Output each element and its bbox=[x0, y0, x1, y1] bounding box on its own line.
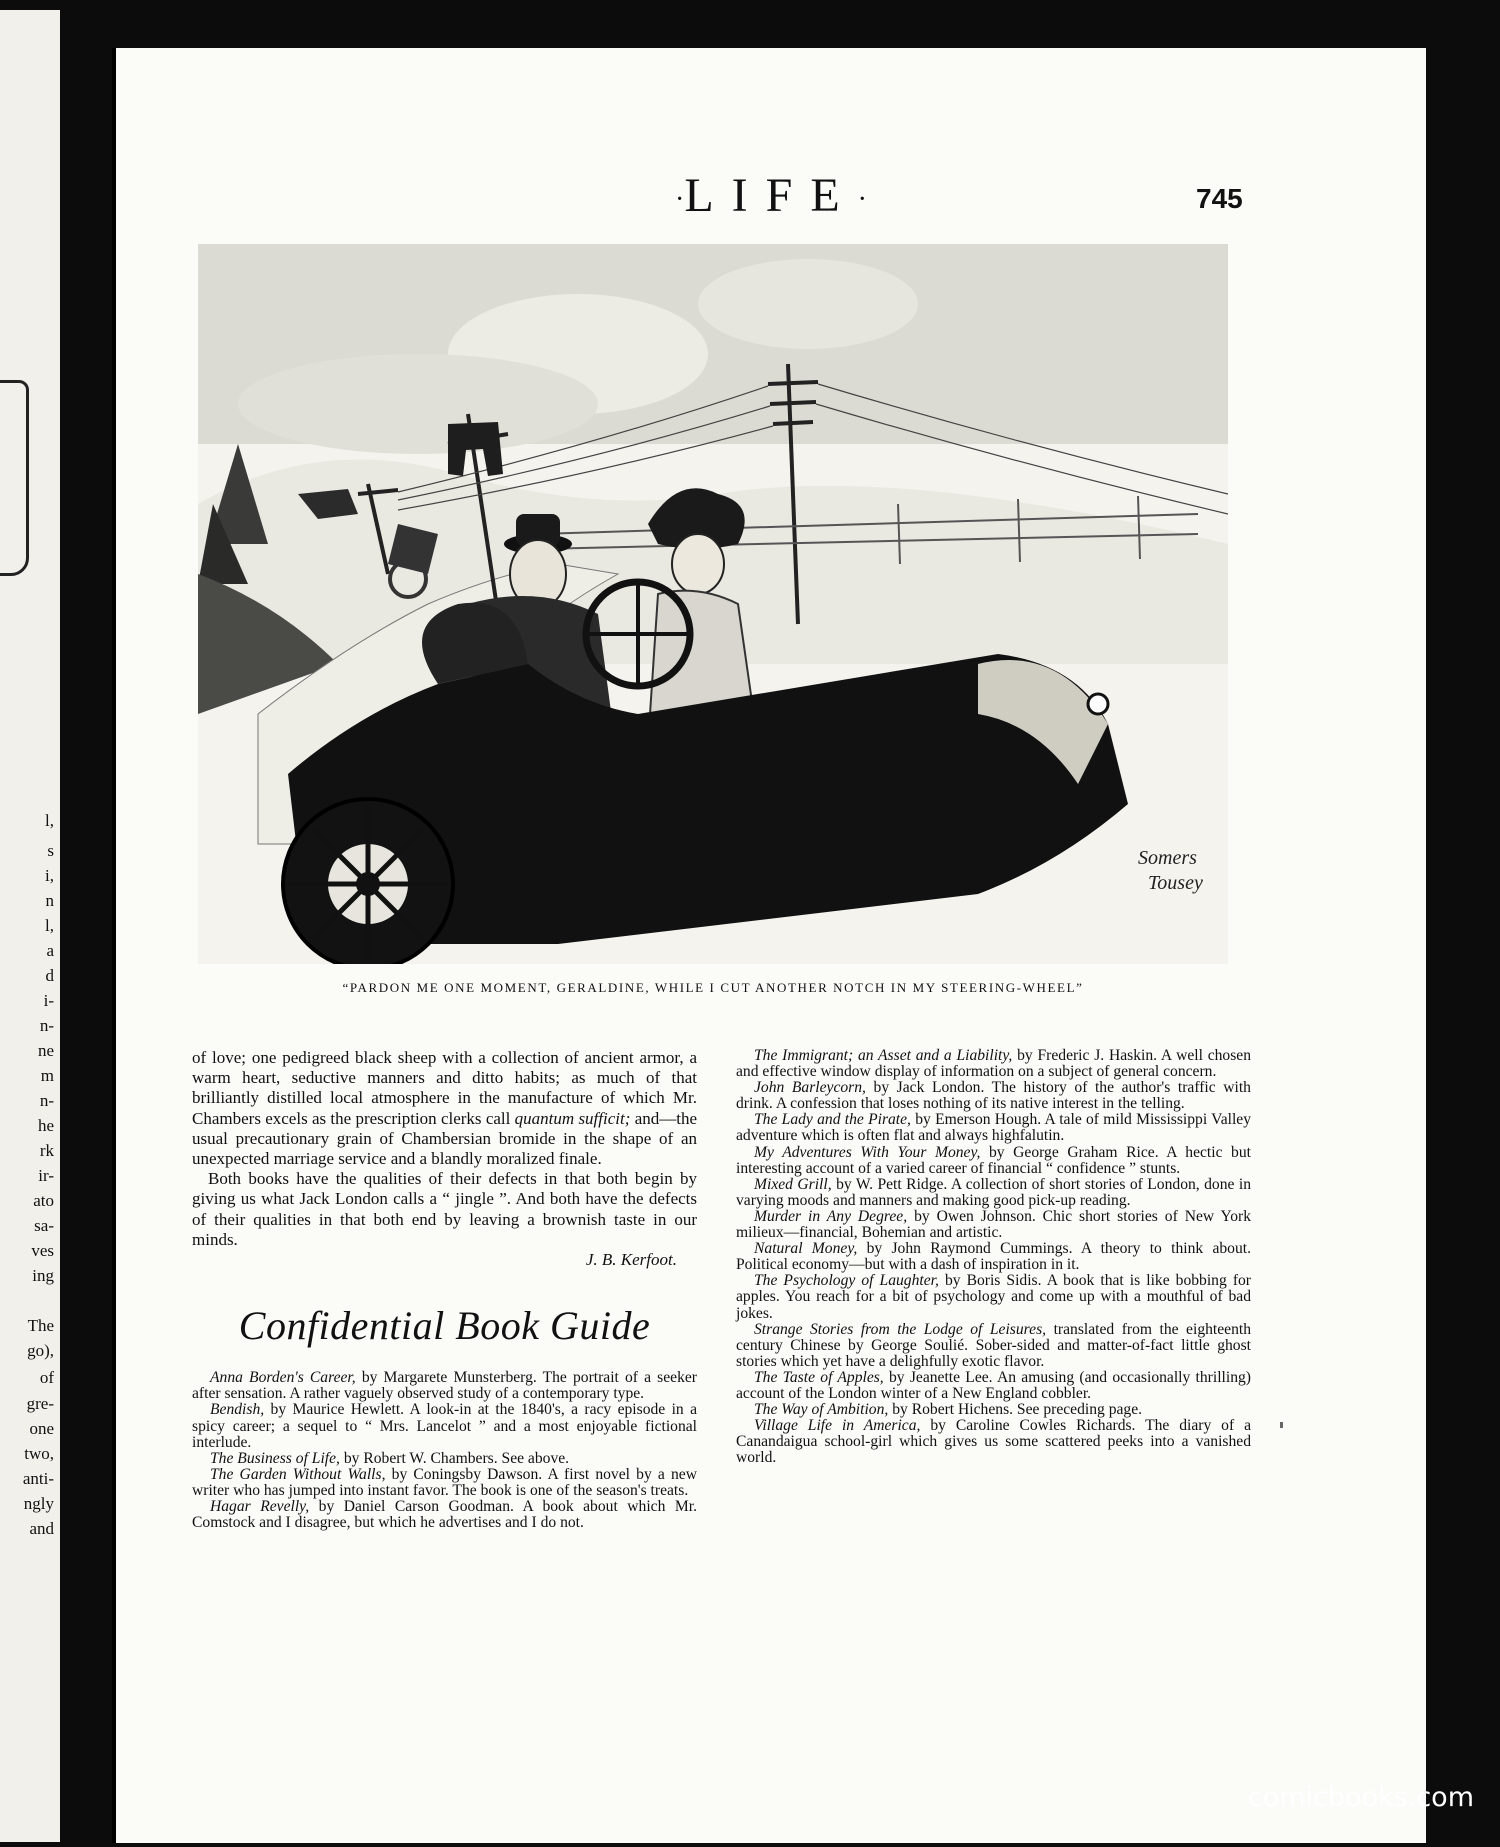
essay-paragraph-1: of love; one pedigreed black sheep with a collection of ancient armor, a warm heart, seductive manners and ditto habits; as much of that brilliantly distilled local atmosphere in the manufacture of which Mr. Chambers excels as the prescription clerks call quantum sufficit; and—the usual precautionary grain of Chambersian bromide in the shape of an unexpected marriage service and a blandly moralized finale. bbox=[192, 1048, 698, 1169]
review-essay bbox=[192, 1048, 697, 1270]
left-page-text-fragment: n bbox=[45, 891, 54, 910]
left-page-text-fragment: d bbox=[45, 966, 54, 985]
left-page-text-fragment: a bbox=[46, 941, 54, 960]
left-page-text-fragment: s bbox=[47, 841, 54, 860]
book-description: by Jeanette Lee. An amusing (and occasionally thrilling) account of the London winter of a New England cobbler. bbox=[736, 1368, 1251, 1402]
left-page-text-fragment: The bbox=[27, 1316, 54, 1335]
book-entry bbox=[736, 1322, 1251, 1370]
book-description: by Boris Sidis. A book that is like bobbing for apples. You reach for a bit of psychology and come up with a mouthful of bad jokes. bbox=[736, 1272, 1251, 1322]
left-page-text-fragment: of bbox=[39, 1368, 54, 1387]
book-title: John Barleycorn, bbox=[754, 1079, 866, 1097]
left-page-text-fragment: l, bbox=[45, 811, 54, 830]
masthead-title: LIFE bbox=[684, 169, 858, 222]
magazine-page bbox=[112, 48, 1426, 1843]
left-page-text-fragment: ne bbox=[37, 1041, 54, 1060]
book-entry bbox=[736, 1241, 1251, 1273]
left-page-text-fragment: ato bbox=[33, 1191, 54, 1210]
page-number: 745 bbox=[1196, 183, 1243, 214]
left-page-text-fragment: gre- bbox=[26, 1394, 54, 1413]
book-description: by Frederic J. Haskin. A well chosen and effective window display of information on a subject of general concern. bbox=[736, 1047, 1252, 1081]
book-description: by Robert Hichens. See preceding page. bbox=[892, 1401, 1143, 1419]
book-guide-right-list bbox=[736, 1048, 1251, 1466]
book-description: by Margarete Munsterberg. The portrait of a seeker after sensation. A rather vaguely observed study of a contemporary type. bbox=[192, 1369, 698, 1403]
left-page-drawing bbox=[0, 380, 29, 576]
book-title: Natural Money, bbox=[754, 1240, 858, 1258]
book-guide-left-list bbox=[192, 1370, 697, 1531]
book-title: The Business of Life, bbox=[210, 1449, 340, 1467]
book-description: by W. Pett Ridge. A collection of short stories of London, done in varying moods and manners and making good pick-up reading. bbox=[736, 1175, 1252, 1209]
left-page-text-fragment: n- bbox=[39, 1091, 54, 1110]
left-page-text-fragment: go), bbox=[27, 1341, 54, 1360]
book-entry bbox=[736, 1418, 1251, 1466]
book-description: by Daniel Carson Goodman. A book about which Mr. Comstock and I disagree, but which he advertises and I do not. bbox=[192, 1497, 697, 1532]
right-column bbox=[736, 1048, 1251, 1466]
essay-paragraph-2: Both books have the qualities of their defects in that both begin by giving us what Jack London calls a “ jingle ”. And both have the defects of their qualities in that both end by leaving a brownish taste in our minds. bbox=[192, 1169, 697, 1249]
book-description: translated from the eighteenth century Chinese by George Soulié. Sober-sided and matter-of-fact little ghost stories which yet have a delighfully exotic flavor. bbox=[736, 1320, 1252, 1370]
book-entry bbox=[192, 1467, 697, 1499]
left-page-text-fragment: one bbox=[29, 1419, 54, 1438]
book-entry bbox=[192, 1370, 697, 1402]
book-description: by George Graham Rice. A hectic but interesting account of a varied career of financial “ confidence ” stunts. bbox=[736, 1143, 1251, 1177]
book-title: Anna Borden's Career, bbox=[210, 1369, 356, 1387]
book-description: by Caroline Cowles Richards. The diary of a Canandaigua school-girl which gives us some scattered peeks into a vanished world. bbox=[736, 1417, 1251, 1467]
left-page-text-fragment: i, bbox=[45, 866, 54, 885]
left-page-text-fragment: two, bbox=[24, 1444, 54, 1463]
book-entry bbox=[736, 1080, 1251, 1112]
site-watermark: comicbooks.com bbox=[1247, 1782, 1474, 1813]
book-description: by Maurice Hewlett. A look-in at the 1840's, a racy episode in a spicy career; a sequel to “ Mrs. Lancelot ” and a most enjoyable fictional interlude. bbox=[192, 1401, 697, 1451]
left-page-text-fragment: ing bbox=[32, 1266, 54, 1285]
book-entry bbox=[736, 1209, 1251, 1241]
illustration-caption: “PARDON ME ONE MOMENT, GERALDINE, WHILE I CUT ANOTHER NOTCH IN MY STEERING-WHEEL” bbox=[342, 980, 1084, 995]
book-title: Strange Stories from the Lodge of Leisures, bbox=[754, 1320, 1047, 1338]
book-entry bbox=[192, 1499, 697, 1531]
book-entry bbox=[192, 1402, 697, 1450]
book-title: The Taste of Apples, bbox=[754, 1368, 884, 1386]
book-title: Mixed Grill, bbox=[754, 1175, 832, 1193]
book-title: The Lady and the Pirate, bbox=[754, 1111, 911, 1129]
book-title: Hagar Revelly, bbox=[210, 1497, 310, 1515]
book-description: by Jack London. The history of the author's traffic with drink. A confession that loses nothing of its native interest in the telling. bbox=[736, 1079, 1251, 1113]
left-page-text-fragment: n- bbox=[39, 1016, 54, 1035]
book-entry bbox=[736, 1048, 1251, 1080]
masthead: ·LIFE· bbox=[675, 169, 867, 222]
book-entry bbox=[192, 1451, 697, 1467]
left-page-text-fragment: ngly bbox=[23, 1494, 54, 1513]
book-entry bbox=[736, 1273, 1251, 1321]
left-column bbox=[192, 1048, 697, 1531]
book-entry bbox=[736, 1177, 1251, 1209]
book-title: Village Life in America, bbox=[754, 1417, 921, 1435]
book-title: My Adventures With Your Money, bbox=[754, 1143, 981, 1161]
book-description: by Coningsby Dawson. A first novel by a new writer who has jumped into instant favor. The book is one of the season's treats. bbox=[192, 1465, 697, 1499]
book-title: The Psychology of Laughter, bbox=[754, 1272, 939, 1290]
book-entry bbox=[736, 1370, 1251, 1402]
left-page-fragment bbox=[0, 10, 60, 1842]
left-page-text-fragment: m bbox=[40, 1066, 54, 1085]
book-title: The Garden Without Walls, bbox=[210, 1465, 386, 1483]
left-page-text-fragment: l, bbox=[45, 916, 54, 935]
book-title: Bendish, bbox=[210, 1401, 265, 1419]
essay-signature: J. B. Kerfoot. bbox=[585, 1250, 677, 1270]
artist-signature: Somers bbox=[1138, 847, 1197, 869]
book-entry bbox=[736, 1145, 1251, 1177]
left-page-text-fragment: sa- bbox=[34, 1216, 54, 1235]
scan-speck bbox=[1280, 1422, 1283, 1428]
book-description: by John Raymond Cummings. A theory to think about. Political economy—but with a dash of inspiration in it. bbox=[736, 1240, 1251, 1274]
artist-signature-2: Tousey bbox=[1148, 872, 1203, 894]
book-description: by Robert W. Chambers. See above. bbox=[343, 1449, 570, 1467]
left-page-text-fragment: and bbox=[29, 1519, 54, 1538]
car-illustration bbox=[198, 244, 1228, 964]
left-page-text-fragment: he bbox=[37, 1116, 54, 1135]
book-description: by Owen Johnson. Chic short stories of New York milieux—financial, Bohemian and artistic. bbox=[736, 1207, 1251, 1242]
book-title: Murder in Any Degree, bbox=[754, 1207, 908, 1225]
left-page-text-fragment: i- bbox=[43, 991, 54, 1010]
left-page-text-fragment: rk bbox=[39, 1141, 54, 1160]
book-guide-title: Confidential Book Guide bbox=[238, 1303, 651, 1349]
book-title: The Way of Ambition, bbox=[754, 1401, 889, 1419]
book-title: The Immigrant; an Asset and a Liability, bbox=[754, 1047, 1013, 1064]
left-page-text-fragment: ir- bbox=[38, 1166, 54, 1185]
left-page-text-fragment: ves bbox=[31, 1241, 54, 1260]
book-description: by Emerson Hough. A tale of mild Mississippi Valley adventure which is often flat and always highfalutin. bbox=[736, 1111, 1251, 1145]
book-entry bbox=[736, 1402, 1251, 1418]
left-page-text-fragment: anti- bbox=[22, 1469, 54, 1488]
book-entry bbox=[736, 1112, 1251, 1144]
